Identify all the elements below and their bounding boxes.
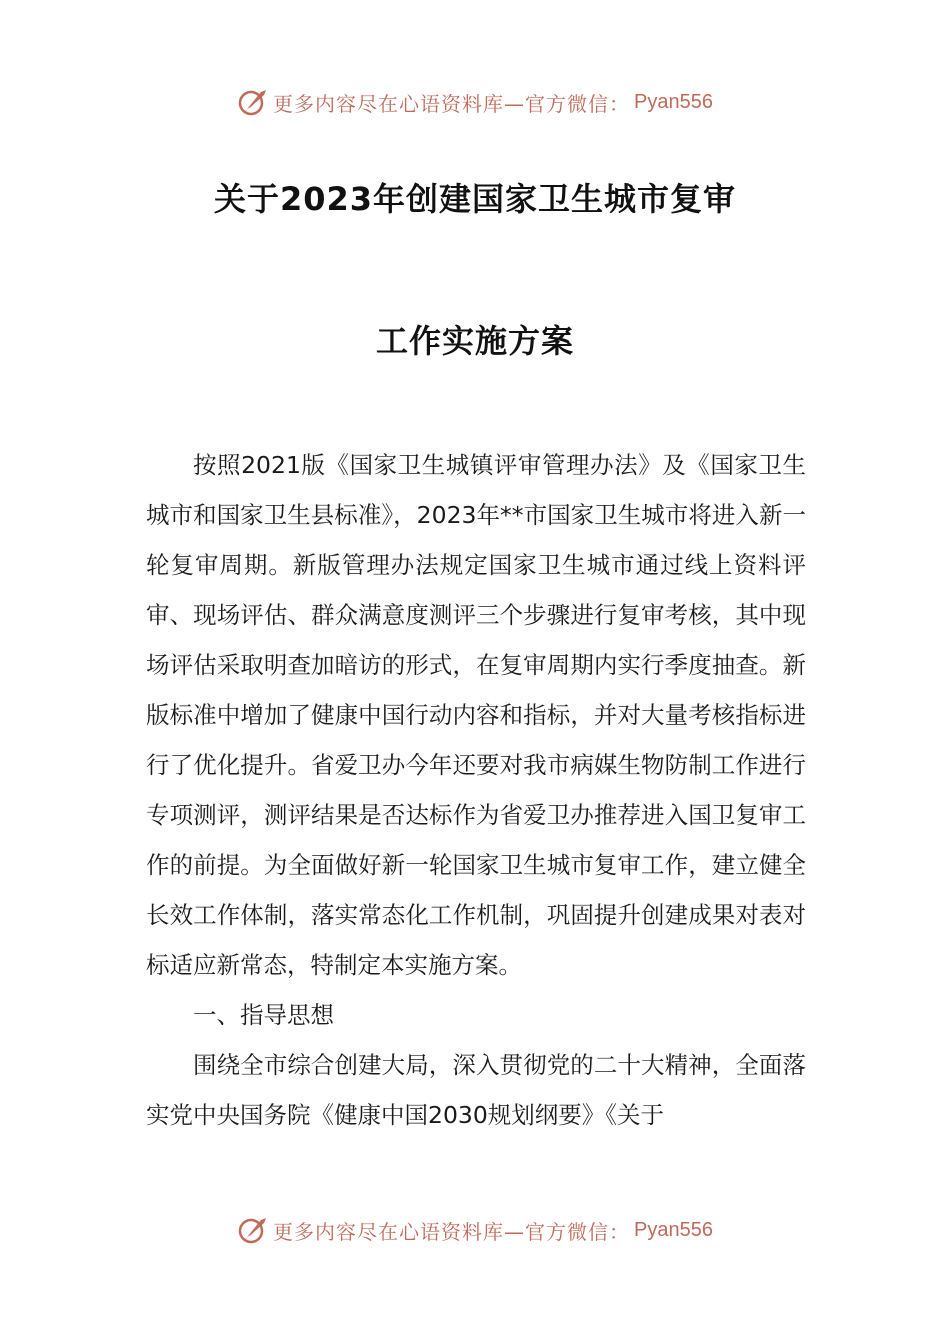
watermark-id: Pyan556: [634, 90, 713, 113]
watermark-text: 更多内容尽在心语资料库—官方微信：: [273, 91, 631, 116]
body-paragraph-intro: 按照2021版《国家卫生城镇评审管理办法》及《国家卫生城市和国家卫生县标准》，2023年**市国家卫生城市将进入新一轮复审周期。新版管理办法规定国家卫生城市通过线上资料评审、现场评估、群众满意度测评三个步骤进行复审考核，其中现场评估采取明查加暗访的形式，在复审周期内实行季度抽查。新版标准中增加了健康中国行动内容和指标，并对大量考核指标进行了优化提升。省爱卫办今年还要对我市病媒生物防制工作进行专项测评，测评结果是否达标作为省爱卫办推荐进入国卫复审工作的前提。为全面做好新一轮国家卫生城市复审工作，建立健全长效工作体制，落实常态化工作机制，巩固提升创建成果对表对标适应新常态，特制定本实施方案。: [146, 451, 806, 979]
body-paragraph-guiding-ideology: 围绕全市综合创建大局，深入贯彻党的二十大精神，全面落实党中央国务院《健康中国2030规划纲要》《关于: [146, 1051, 806, 1129]
section-heading-guiding-ideology: 一、指导思想: [193, 1001, 334, 1029]
quill-pen-icon: [237, 86, 269, 118]
document-title-line-1: 关于2023年创建国家卫生城市复审: [213, 180, 737, 218]
watermark-id: Pyan556: [634, 1218, 713, 1241]
document-title-line-2: 工作实施方案: [375, 322, 574, 360]
watermark-text: 更多内容尽在心语资料库—官方微信：: [273, 1219, 631, 1244]
document-body: [146, 440, 806, 1140]
header-watermark: [0, 82, 950, 122]
footer-watermark: [0, 1210, 950, 1250]
quill-pen-icon: [237, 1214, 269, 1246]
